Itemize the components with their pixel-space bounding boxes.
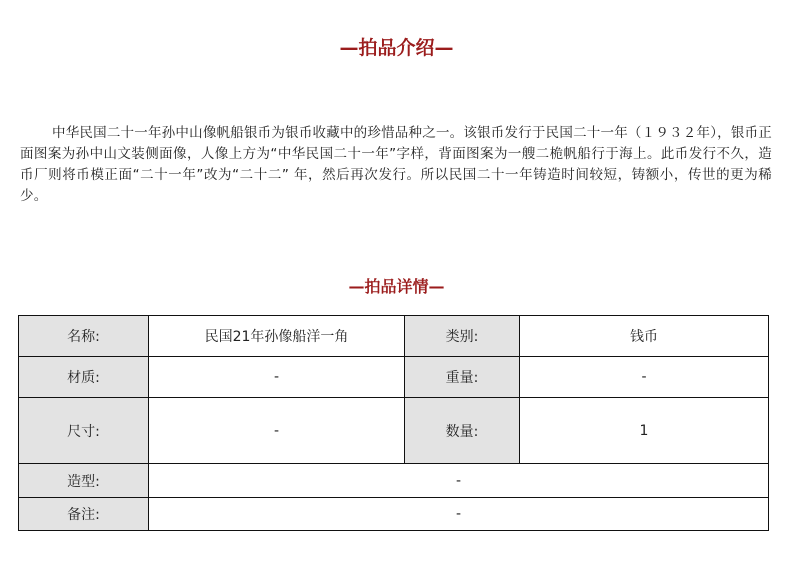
quantity-value: 1 xyxy=(520,398,769,464)
category-value: 钱币 xyxy=(520,316,769,357)
shape-value: - xyxy=(149,464,769,498)
detail-section-title: —拍品详情— xyxy=(348,277,445,296)
intro-paragraph: 中华民国二十一年孙中山像帆船银币为银币收藏中的珍惜品种之一。该银币发行于民国二十一年（１９３２年），银币正面图案为孙中山文装侧面像，人像上方为“中华民国二十一年”字样，背面图案为一艘二桅帆船行于海上。此币发行不久，造币厂则将币模正面“二十一年”改为“二十二” 年，然后再次发行。所以民国二十一年铸造时间较短，铸额小，传世的更为稀少。 xyxy=(20,125,772,204)
category-label: 类别: xyxy=(405,316,520,357)
quantity-label: 数量: xyxy=(405,398,520,464)
remarks-value: - xyxy=(149,498,769,531)
shape-label: 造型: xyxy=(19,464,149,498)
remarks-label: 备注: xyxy=(19,498,149,531)
intro-section-title: —拍品介绍— xyxy=(339,37,454,59)
table-row xyxy=(19,316,769,357)
table-row xyxy=(19,357,769,398)
name-label: 名称: xyxy=(19,316,149,357)
table-row xyxy=(19,464,769,498)
name-value: 民国21年孙像船洋一角 xyxy=(149,316,405,357)
size-label: 尺寸: xyxy=(19,398,149,464)
size-value: - xyxy=(149,398,405,464)
table-row xyxy=(19,398,769,464)
weight-value: - xyxy=(520,357,769,398)
table-row xyxy=(19,498,769,531)
material-value: - xyxy=(149,357,405,398)
material-label: 材质: xyxy=(19,357,149,398)
weight-label: 重量: xyxy=(405,357,520,398)
detail-table xyxy=(18,315,769,531)
